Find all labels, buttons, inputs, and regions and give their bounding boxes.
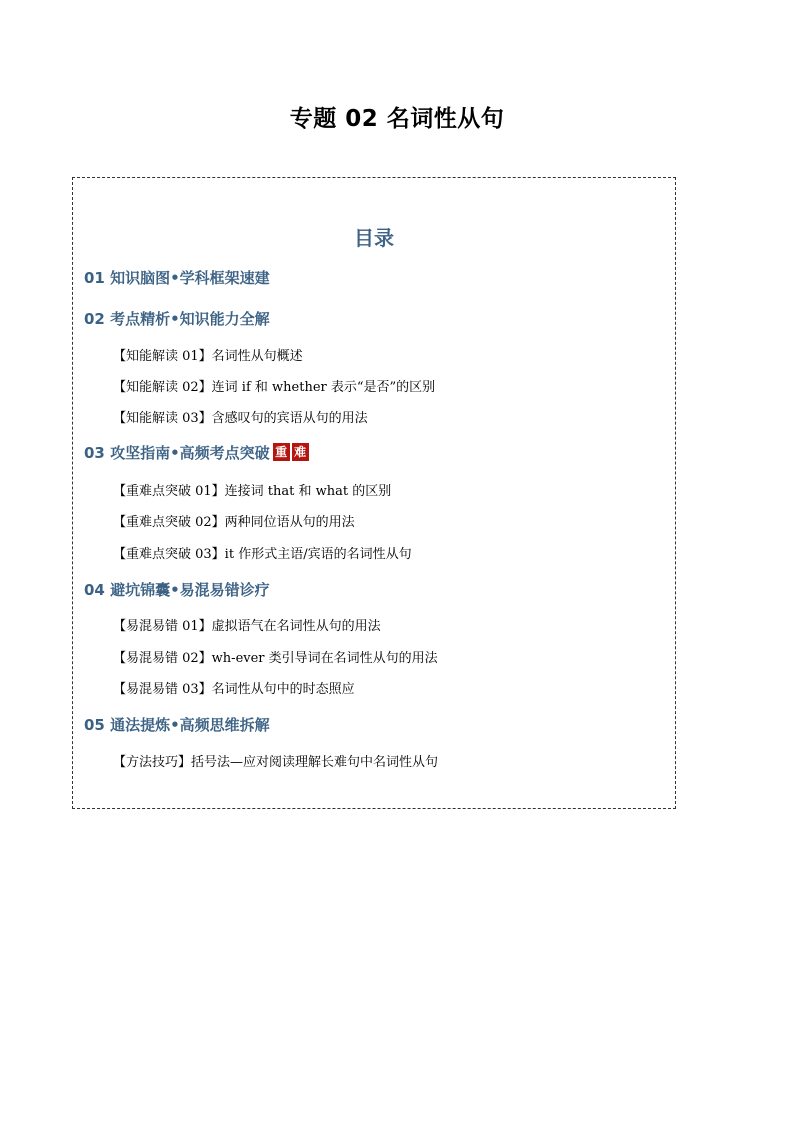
- difficulty-badge: [271, 442, 309, 461]
- toc-section-01[interactable]: 01 知识脑图•学科框架速建: [84, 269, 270, 287]
- toc-entry[interactable]: 【重难点突破 02】两种同位语从句的用法: [113, 515, 355, 530]
- toc-section-05[interactable]: 05 通法提炼•高频思维拆解: [84, 716, 270, 734]
- toc-entry[interactable]: 【重难点突破 03】it 作形式主语/宾语的名词性从句: [113, 547, 412, 562]
- toc-section-02[interactable]: 02 考点精析•知识能力全解: [84, 310, 270, 328]
- toc-section-03-label: 03 攻坚指南•高频考点突破: [84, 444, 270, 462]
- badge-char: 重: [273, 443, 290, 461]
- toc-entry[interactable]: 【知能解读 03】含感叹句的宾语从句的用法: [113, 411, 368, 426]
- toc-entry[interactable]: 【知能解读 01】名词性从句概述: [113, 349, 303, 364]
- toc-entry[interactable]: 【易混易错 03】名词性从句中的时态照应: [113, 682, 355, 697]
- toc-entry[interactable]: 【方法技巧】括号法—应对阅读理解长难句中名词性从句: [113, 755, 439, 770]
- toc-entry[interactable]: 【重难点突破 01】连接词 that 和 what 的区别: [113, 484, 392, 499]
- toc-heading: 目录: [354, 226, 394, 250]
- badge-char: 难: [292, 443, 309, 461]
- toc-section-04[interactable]: 04 避坑锦囊•易混易错诊疗: [84, 581, 270, 599]
- toc-entry[interactable]: 【易混易错 01】虚拟语气在名词性从句的用法: [113, 619, 381, 634]
- toc-section-03[interactable]: [84, 442, 309, 463]
- table-of-contents: [72, 177, 676, 809]
- document-title: 专题 02 名词性从句: [289, 106, 505, 132]
- toc-entry[interactable]: 【易混易错 02】wh-ever 类引导词在名词性从句的用法: [113, 651, 438, 666]
- toc-entry[interactable]: 【知能解读 02】连词 if 和 whether 表示“是否”的区别: [113, 380, 436, 395]
